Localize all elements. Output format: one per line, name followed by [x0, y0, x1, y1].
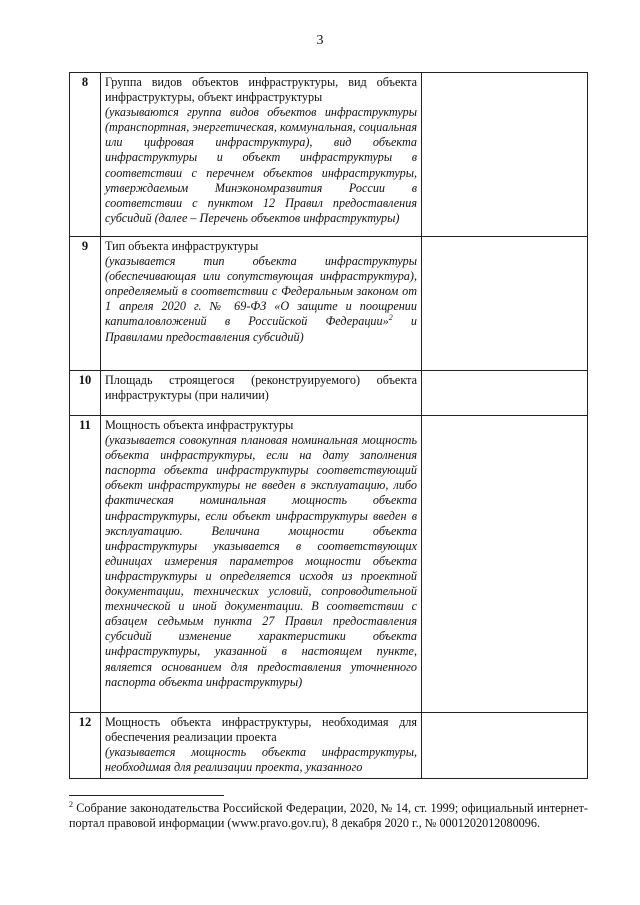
- row-number: 9: [70, 237, 101, 371]
- row-value-cell[interactable]: [422, 713, 588, 779]
- row-note: [105, 254, 417, 345]
- row-number: 12: [70, 713, 101, 779]
- table-row: [70, 73, 588, 237]
- row-title: Мощность объекта инфраструктуры: [105, 418, 294, 432]
- row-note: (указываются группа видов объектов инфраструктуры (транспортная, энергетическая, коммунальная, социальная или цифровая инфраструктура), вид объекта инфраструктуры и объект инфраструктуры в соответствии с перечнем объектов инфраструктуры, утверждаемым Минэкономразвития России в соответствии с пунктом 12 Правил предоставления субсидий (далее – Перечень объектов инфраструктуры): [105, 105, 417, 225]
- row-description: [101, 237, 422, 371]
- table-row: [70, 371, 588, 416]
- row-value-cell[interactable]: [422, 73, 588, 237]
- table-row: [70, 416, 588, 713]
- row-title: Тип объекта инфраструктуры: [105, 239, 259, 253]
- footnote-divider: [69, 795, 224, 796]
- row-title: Группа видов объектов инфраструктуры, вид объекта инфраструктуры, объект инфраструктуры: [105, 75, 417, 105]
- row-note: (указывается совокупная плановая номинальная мощность объекта инфраструктуры, если на дату заполнения паспорта объекта инфраструктуры соответствующий объект инфраструктуры не введен в эксплуатацию, либо фактическая номинальная мощность объекта инфраструктуры, если объект инфраструктуры введен в эксплуатацию. Величина мощности объекта инфраструктуры указывается в соответствующих единицах измерения параметров мощности объекта инфраструктуры и определяется исходя из проектной документации, технических условий, сопроводительной технической и иной документации. В соответствии с абзацем седьмым пункта 27 Правил предоставления субсидий изменение характеристики объекта инфраструктуры, указанной в настоящем пункте, является основанием для предоставления уточненного паспорта объекта инфраструктуры): [105, 433, 417, 689]
- footnote: [69, 801, 588, 831]
- footnote-reference: 2: [388, 313, 393, 323]
- row-number: 8: [70, 73, 101, 237]
- footnote-mark: 2: [69, 799, 73, 809]
- row-number: 10: [70, 371, 101, 416]
- row-description: [101, 713, 422, 779]
- footnote-text: Собрание законодательства Российской Федерации, 2020, № 14, ст. 1999; официальный интернет-портал правовой информации (www.pravo.gov.ru), 8 декабря 2020 г., № 0001202012080096.: [69, 801, 588, 830]
- row-number: 11: [70, 416, 101, 713]
- table-row: [70, 237, 588, 371]
- row-description: [101, 73, 422, 237]
- row-title: Площадь строящегося (реконструируемого) объекта инфраструктуры (при наличии): [105, 373, 417, 403]
- row-value-cell[interactable]: [422, 371, 588, 416]
- row-description: [101, 371, 422, 416]
- row-note-text: (указывается тип объекта инфраструктуры (обеспечивающая или сопутствующая инфраструктура), определяемый в соответствии с Федеральным законом от 1 апреля 2020 г. № 69-ФЗ «О защите и поощрении капиталовложений в Российской Федерации»: [105, 254, 417, 329]
- row-title: Мощность объекта инфраструктуры, необходимая для обеспечения реализации проекта: [105, 715, 417, 745]
- row-note-text: и Правилами предоставления субсидий): [105, 314, 418, 344]
- table-row: [70, 713, 588, 779]
- row-description: [101, 416, 422, 713]
- row-value-cell[interactable]: [422, 237, 588, 371]
- page-number: 3: [316, 33, 324, 48]
- row-value-cell[interactable]: [422, 416, 588, 713]
- row-note: (указывается мощность объекта инфраструктуры, необходимая для реализации проекта, указанного: [105, 745, 417, 775]
- passport-table: [69, 72, 588, 779]
